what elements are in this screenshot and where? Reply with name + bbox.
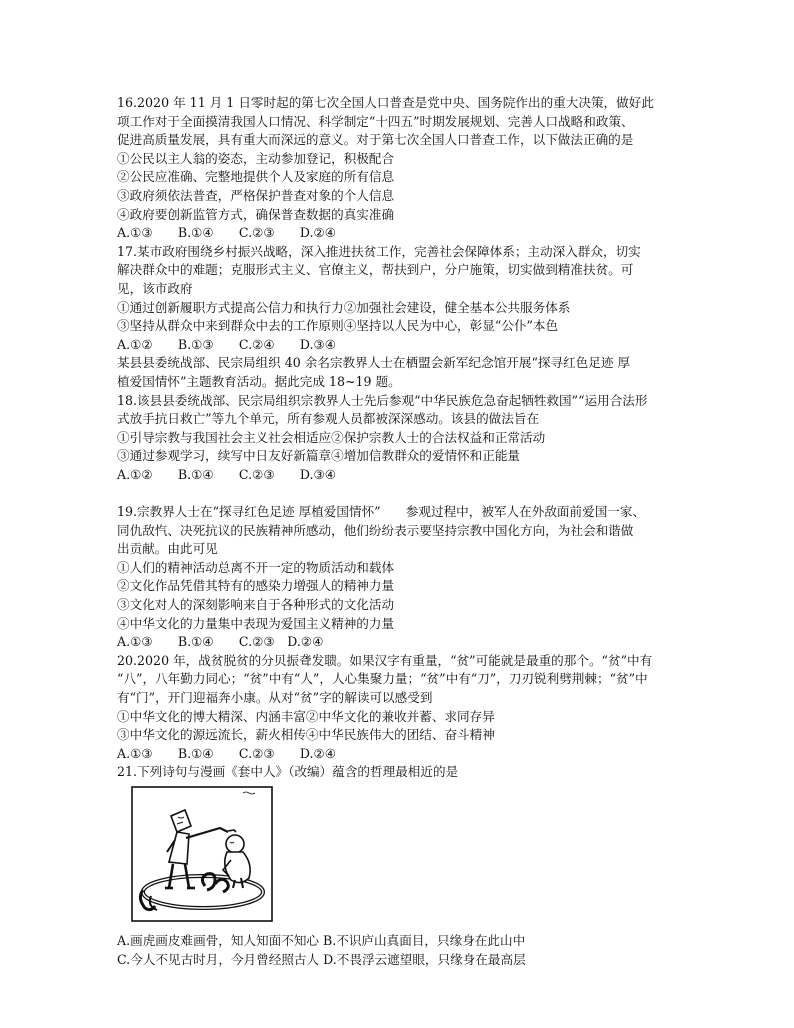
q20-options: A.①③ B.①④ C.②③ D.②④ bbox=[117, 745, 337, 761]
q20-stem-line: “八”，八年勤力同心；“贫”中有“人”，人心集聚力量；“贫”中有“刀”，刀刃锐利劈荆棘；“贫”中 bbox=[117, 671, 648, 687]
q20-stem-line: 有“门”，开门迎福奔小康。从对“贫”字的解读可以感受到 bbox=[117, 690, 433, 705]
q18-stem-line: 式放手抗日救亡”等九个单元，所有参观人员都被深深感动。该县的做法旨在 bbox=[117, 411, 540, 427]
q17-stem-line: 解决群众中的难题；克服形式主义、官僚主义，帮扶到户，分户施策，切实做到精准扶贫。可 bbox=[117, 262, 634, 278]
material-intro-line: 植爱国情怀”主题教育活动。据此完成 18~19 题。 bbox=[117, 373, 401, 389]
q16-stem-line: 16.2020 年 11 月 1 日零时起的第七次全国人口普查是党中央、国务院作出的重大决策，做好此 bbox=[117, 95, 654, 110]
q16-item: ②公民应准确、完整地提供个人及家庭的所有信息 bbox=[117, 169, 395, 185]
q17-stem-line: 17.某市政府围绕乡村振兴战略，深入推进扶贫工作，完善社会保障体系；主动深入群众，切实 bbox=[117, 243, 641, 259]
q16-options: A.①③ B.①④ C.②③ D.②④ bbox=[117, 225, 337, 241]
q19-stem-line: 出贡献。由此可见 bbox=[117, 541, 218, 557]
exam-content bbox=[117, 94, 682, 969]
q20-stem-line: 20.2020 年，战贫脱贫的分贝振聋发聩。如果汉字有重量，“贫”可能就是最重的那个。“贫”中有 bbox=[117, 652, 653, 668]
q19-stem-line: 19.宗教界人士在“探寻红色足迹 厚植爱国情怀” 参观过程中，被军人在外敌面前爱国一家、 bbox=[117, 504, 646, 520]
blank-spacer bbox=[117, 484, 682, 503]
q19-item: ③文化对人的深刻影响来自于各种形式的文化活动 bbox=[117, 597, 395, 613]
q16-item: ③政府须依法普查，严格保护普查对象的个人信息 bbox=[117, 187, 395, 203]
q21-option-line: A.画虎画皮难画骨，知人知面不知心 B.不识庐山真面目，只缘身在此山中 bbox=[117, 932, 526, 948]
q17-options: A.①② B.①③ C.②④ D.③④ bbox=[117, 336, 337, 352]
q19-stem-line: 同仇敌忾、决死抗议的民族精神所感动，他们纷纷表示要坚持宗教中国化方向，为社会和谐做 bbox=[117, 522, 634, 538]
q16-item: ①公民以主人翁的姿态，主动参加登记，积极配合 bbox=[117, 150, 395, 166]
q16-stem-line: 促进高质量发展，具有重大而深远的意义。对于第七次全国人口普查工作，以下做法正确的是 bbox=[117, 132, 634, 148]
cartoon-taozhongren-image bbox=[131, 786, 273, 922]
q21-stem: 21.下列诗句与漫画《套中人》（改编）蕴含的哲理最相近的是 bbox=[117, 764, 459, 780]
q16-item: ④政府要创新监管方式，确保普查数据的真实准确 bbox=[117, 206, 395, 222]
cartoon-area bbox=[117, 784, 682, 932]
q19-item: ②文化作品凭借其特有的感染力增强人的精神力量 bbox=[117, 578, 395, 594]
q16-stem-line: 项工作对于全面摸清我国人口情况、科学制定“十四五”时期发展规划、完善人口战略和政策、 bbox=[117, 113, 634, 129]
q19-item: ④中华文化的力量集中表现为爱国主义精神的力量 bbox=[117, 615, 395, 631]
material-intro-line: 某县县委统战部、民宗局组织 40 余名宗教界人士在栖盟会新军纪念馆开展“探寻红色足迹 厚 bbox=[117, 355, 631, 371]
q19-options: A.①③ B.①④ C.②③ D.②④ bbox=[117, 634, 324, 650]
q19-item: ①人们的精神活动总离不开一定的物质活动和载体 bbox=[117, 559, 395, 575]
q17-stem-line: 见，该市政府 bbox=[117, 280, 193, 296]
q20-item: ①中华文化的博大精深、内涵丰富②中华文化的兼收并蓄、求同存异 bbox=[117, 708, 495, 724]
q18-item: ③通过参观学习，续写中日友好新篇章④增加信教群众的爱情怀和正能量 bbox=[117, 448, 520, 464]
q20-item: ③中华文化的源远流长，薪火相传④中华民族伟大的团结、奋斗精神 bbox=[117, 727, 495, 743]
q21-option-line: C.今人不见古时月，今月曾经照古人 D.不畏浮云遮望眼，只缘身在最高层 bbox=[117, 951, 526, 967]
q18-item: ①引导宗教与我国社会主义社会相适应②保护宗教人士的合法权益和正常活动 bbox=[117, 429, 546, 445]
q17-item: ③坚持从群众中来到群众中去的工作原则④坚持以人民为中心，彰显“公仆”本色 bbox=[117, 318, 559, 334]
q18-stem-line: 18.该县县委统战部、民宗局组织宗教界人士先后参观“中华民族危急奋起牺牲救国”“运用合法形 bbox=[117, 392, 648, 408]
q18-options: A.①② B.①④ C.②③ D.③④ bbox=[117, 466, 337, 482]
q17-item: ①通过创新履职方式提高公信力和执行力②加强社会建设，健全基本公共服务体系 bbox=[117, 299, 571, 315]
